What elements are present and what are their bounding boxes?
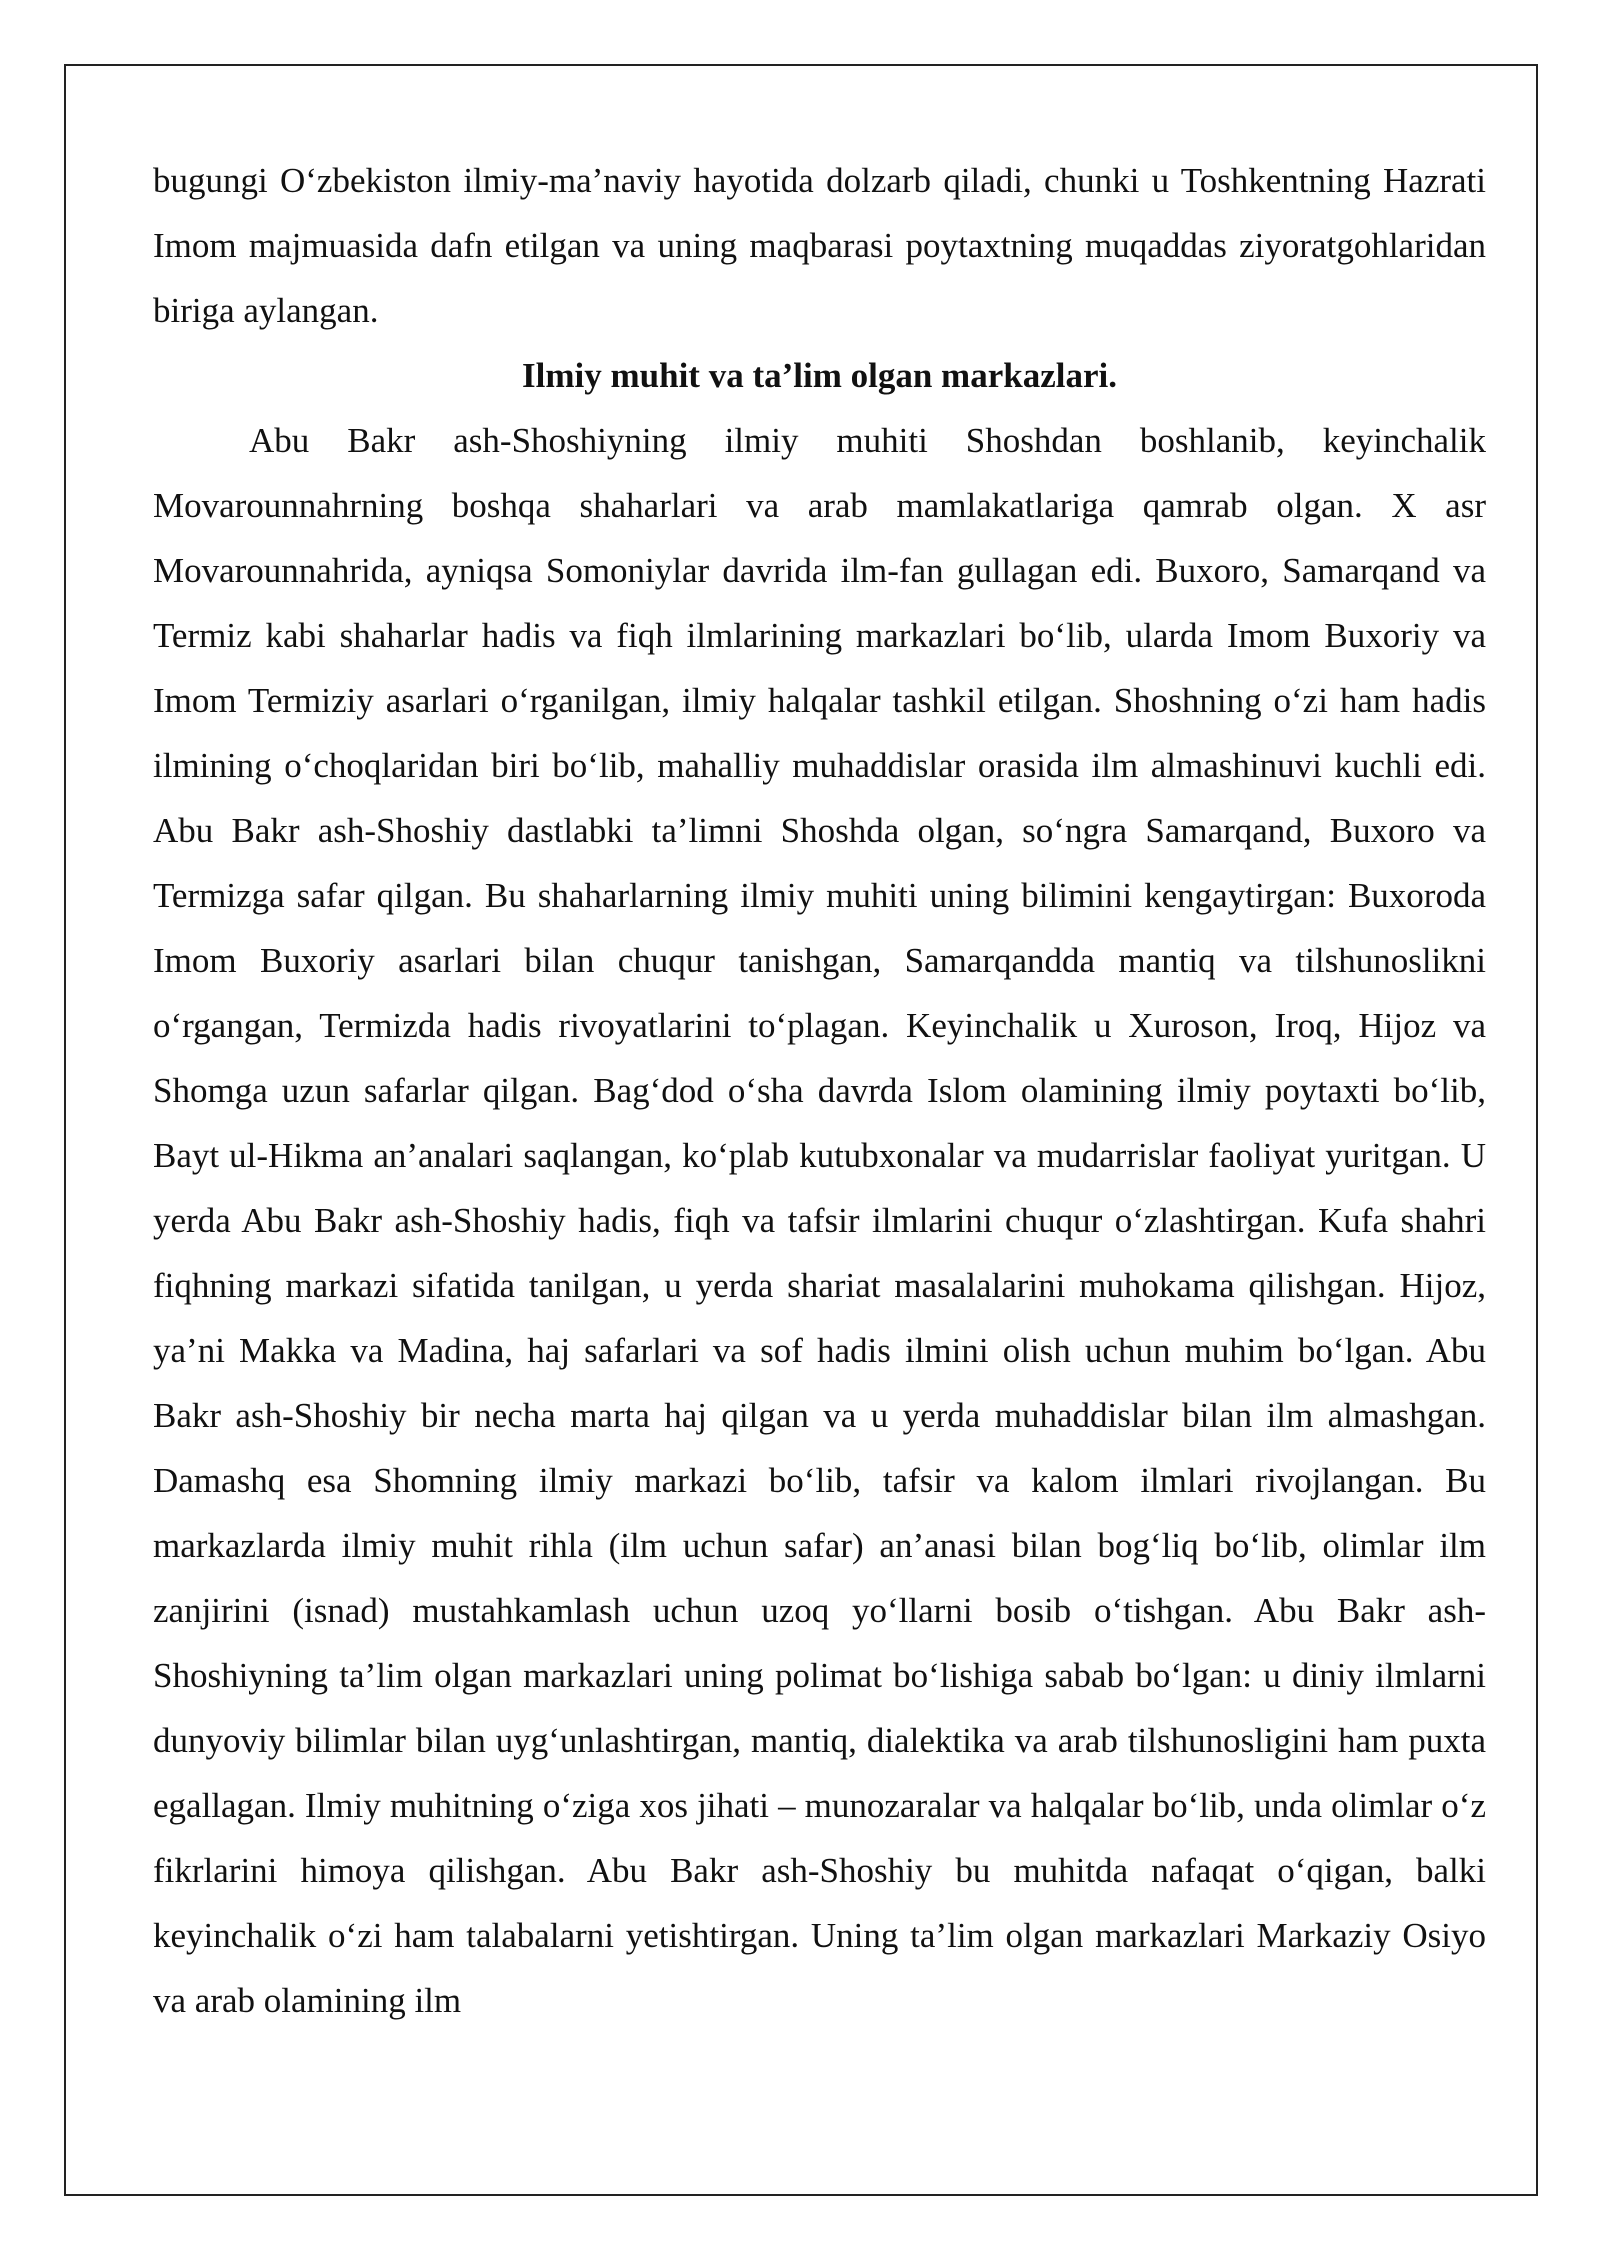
paragraph-continuation: bugungi O‘zbekiston ilmiy-ma’naviy hayotida dolzarb qiladi, chunki u Toshkentning Hazrati Imom majmuasida dafn etilgan va uning maqbarasi poytaxtning muqaddas ziyoratgohlaridan biriga aylangan. xyxy=(153,161,1486,330)
main-paragraph: Abu Bakr ash-Shoshiyning ilmiy muhiti Shoshdan boshlanib, keyinchalik Movarounnahrning boshqa shaharlari va arab mamlakatlariga qamrab olgan. X asr Movarounnahrida, ayniqsa Somoniylar davrida ilm-fan gullagan edi. Buxoro, Samarqand va Termiz kabi shaharlar hadis va fiqh ilmlarining markazlari bo‘lib, ularda Imom Buxoriy va Imom Termiziy asarlari o‘rganilgan, ilmiy halqalar tashkil etilgan. Shoshning o‘zi ham hadis ilmining o‘choqlaridan biri bo‘lib, mahalliy muhaddislar orasida ilm almashinuvi kuchli edi. Abu Bakr ash-Shoshiy dastlabki ta’limni Shoshda olgan, so‘ngra Samarqand, Buxoro va Termizga safar qilgan. Bu shaharlarning ilmiy muhiti uning bilimini kengaytirgan: Buxoroda Imom Buxoriy asarlari bilan chuqur tanishgan, Samarqandda mantiq va tilshunoslikni o‘rgangan, Termizda hadis rivoyatlarini to‘plagan. Keyinchalik u Xuroson, Iroq, Hijoz va Shomga uzun safarlar qilgan. Bag‘dod o‘sha davrda Islom olamining ilmiy poytaxti bo‘lib, Bayt ul-Hikma an’analari saqlangan, ko‘plab kutubxonalar va mudarrislar faoliyat yuritgan. U yerda Abu Bakr ash-Shoshiy hadis, fiqh va tafsir ilmlarini chuqur o‘zlashtirgan. Kufa shahri fiqhning markazi sifatida tanilgan, u yerda shariat masalalarini muhokama qilishgan. Hijoz, ya’ni Makka va Madina, haj safarlari va sof hadis ilmini olish uchun muhim bo‘lgan. Abu Bakr ash-Shoshiy bir necha marta haj qilgan va u yerda muhaddislar bilan ilm almashgan. Damashq esa Shomning ilmiy markazi bo‘lib, tafsir va kalom ilmlari rivojlangan. Bu markazlarda ilmiy muhit rihla (ilm uchun safar) an’anasi bilan bog‘liq bo‘lib, olimlar ilm zanjirini (isnad) mustahkamlash uchun uzoq yo‘llarni bosib o‘tishgan. Abu Bakr ash-Shoshiyning ta’lim olgan markazlari uning polimat bo‘lishiga sabab bo‘lgan: u diniy ilmlarni dunyoviy bilimlar bilan uyg‘unlashtirgan, mantiq, dialektika va arab tilshunosligini ham puxta egallagan. Ilmiy muhitning o‘ziga xos jihati – munozaralar va halqalar bo‘lib, unda olimlar o‘z fikrlarini himoya qilishgan. Abu Bakr ash-Shoshiy bu muhitda nafaqat o‘qigan, balki keyinchalik o‘zi ham talabalarni yetishtirgan. Uning ta’lim olgan markazlari Markaziy Osiyo va arab olamining ilm xyxy=(153,421,1486,2020)
document-body xyxy=(153,148,1486,2033)
section-heading: Ilmiy muhit va ta’lim olgan markazlari. xyxy=(522,356,1117,395)
